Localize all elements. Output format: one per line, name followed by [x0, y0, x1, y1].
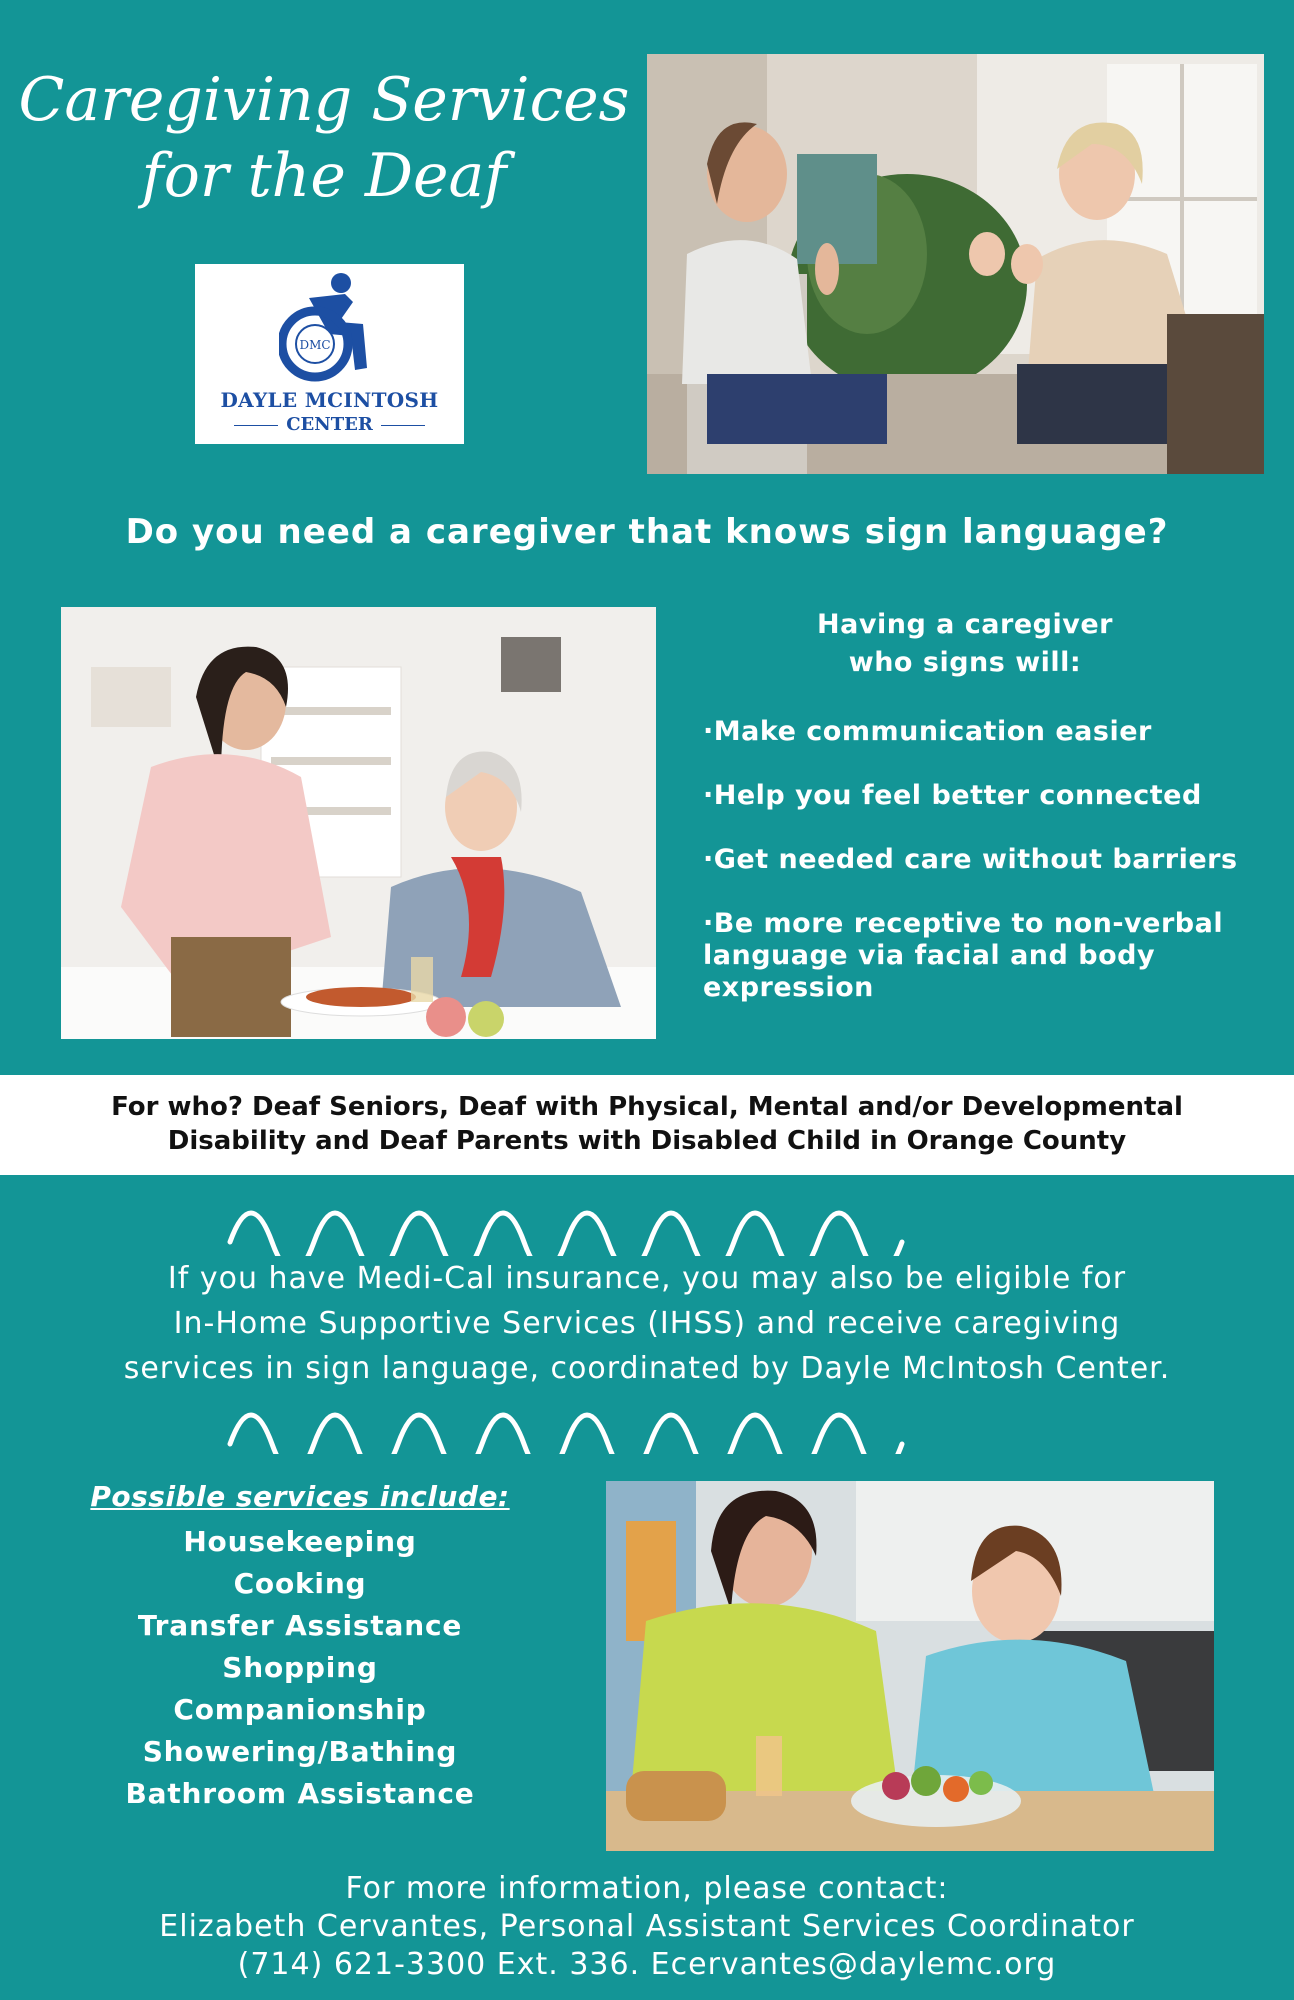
eligibility-line-2: Disability and Deaf Parents with Disabled Child in Orange County [167, 1126, 1127, 1156]
service-item: Companionship [173, 1693, 427, 1726]
contact-line-1: For more information, please contact: [345, 1871, 949, 1906]
contact-info [20, 1870, 1274, 1984]
title-line-1: Caregiving Services [18, 65, 630, 135]
accessibility-icon [279, 272, 379, 384]
wave-divider-bottom [0, 1394, 1294, 1454]
page-title [14, 62, 634, 214]
services-list [60, 1521, 540, 1815]
eligibility-band [0, 1075, 1294, 1175]
wave-divider-top [0, 1196, 1294, 1256]
benefit-item: ·Get needed care without barriers [703, 844, 1238, 875]
benefit-item: ·Be more receptive to non-verbal language via facial and body expression [703, 908, 1224, 1003]
eligibility-line-1: For who? Deaf Seniors, Deaf with Physical, Mental and/or Developmental [111, 1092, 1183, 1122]
benefit-item: ·Help you feel better connected [703, 780, 1202, 811]
medi-cal-line-2: In-Home Supportive Services (IHSS) and receive caregiving [173, 1306, 1121, 1341]
service-item: Bathroom Assistance [125, 1777, 475, 1810]
benefits-heading-line-1: Having a caregiver [817, 609, 1113, 640]
service-item: Shopping [222, 1651, 378, 1684]
benefit-item: ·Make communication easier [703, 716, 1152, 747]
logo-name: DAYLE MCINTOSH [220, 388, 439, 412]
question-heading: Do you need a caregiver that knows sign language? [125, 512, 1169, 552]
title-line-2: for the Deaf [141, 141, 507, 211]
service-item: Housekeeping [183, 1525, 417, 1558]
contact-line-3[interactable]: (714) 621-3300 Ext. 336. Ecervantes@daylemc.org [237, 1947, 1057, 1982]
service-item: Showering/Bathing [142, 1735, 458, 1768]
benefits-heading-line-2: who signs will: [848, 647, 1082, 678]
medi-cal-line-1: If you have Medi-Cal insurance, you may also be eligible for [167, 1261, 1127, 1296]
contact-line-2: Elizabeth Cervantes, Personal Assistant Services Coordinator [159, 1909, 1135, 1944]
cooking-photo [606, 1481, 1214, 1851]
benefits-list [703, 716, 1243, 1036]
medi-cal-info [30, 1256, 1264, 1391]
services-heading: Possible services include: [90, 1480, 510, 1513]
eligibility-text [20, 1090, 1274, 1158]
service-item: Cooking [233, 1567, 367, 1600]
benefits-heading [700, 606, 1230, 682]
signing-photo [647, 54, 1264, 474]
logo-sub: CENTER [195, 414, 464, 435]
service-item: Transfer Assistance [137, 1609, 463, 1642]
caregiver-meal-photo [61, 607, 656, 1039]
medi-cal-line-3: services in sign language, coordinated by Dayle McIntosh Center. [123, 1351, 1171, 1386]
dmc-logo [195, 264, 464, 444]
logo-badge: DMC [299, 338, 331, 352]
